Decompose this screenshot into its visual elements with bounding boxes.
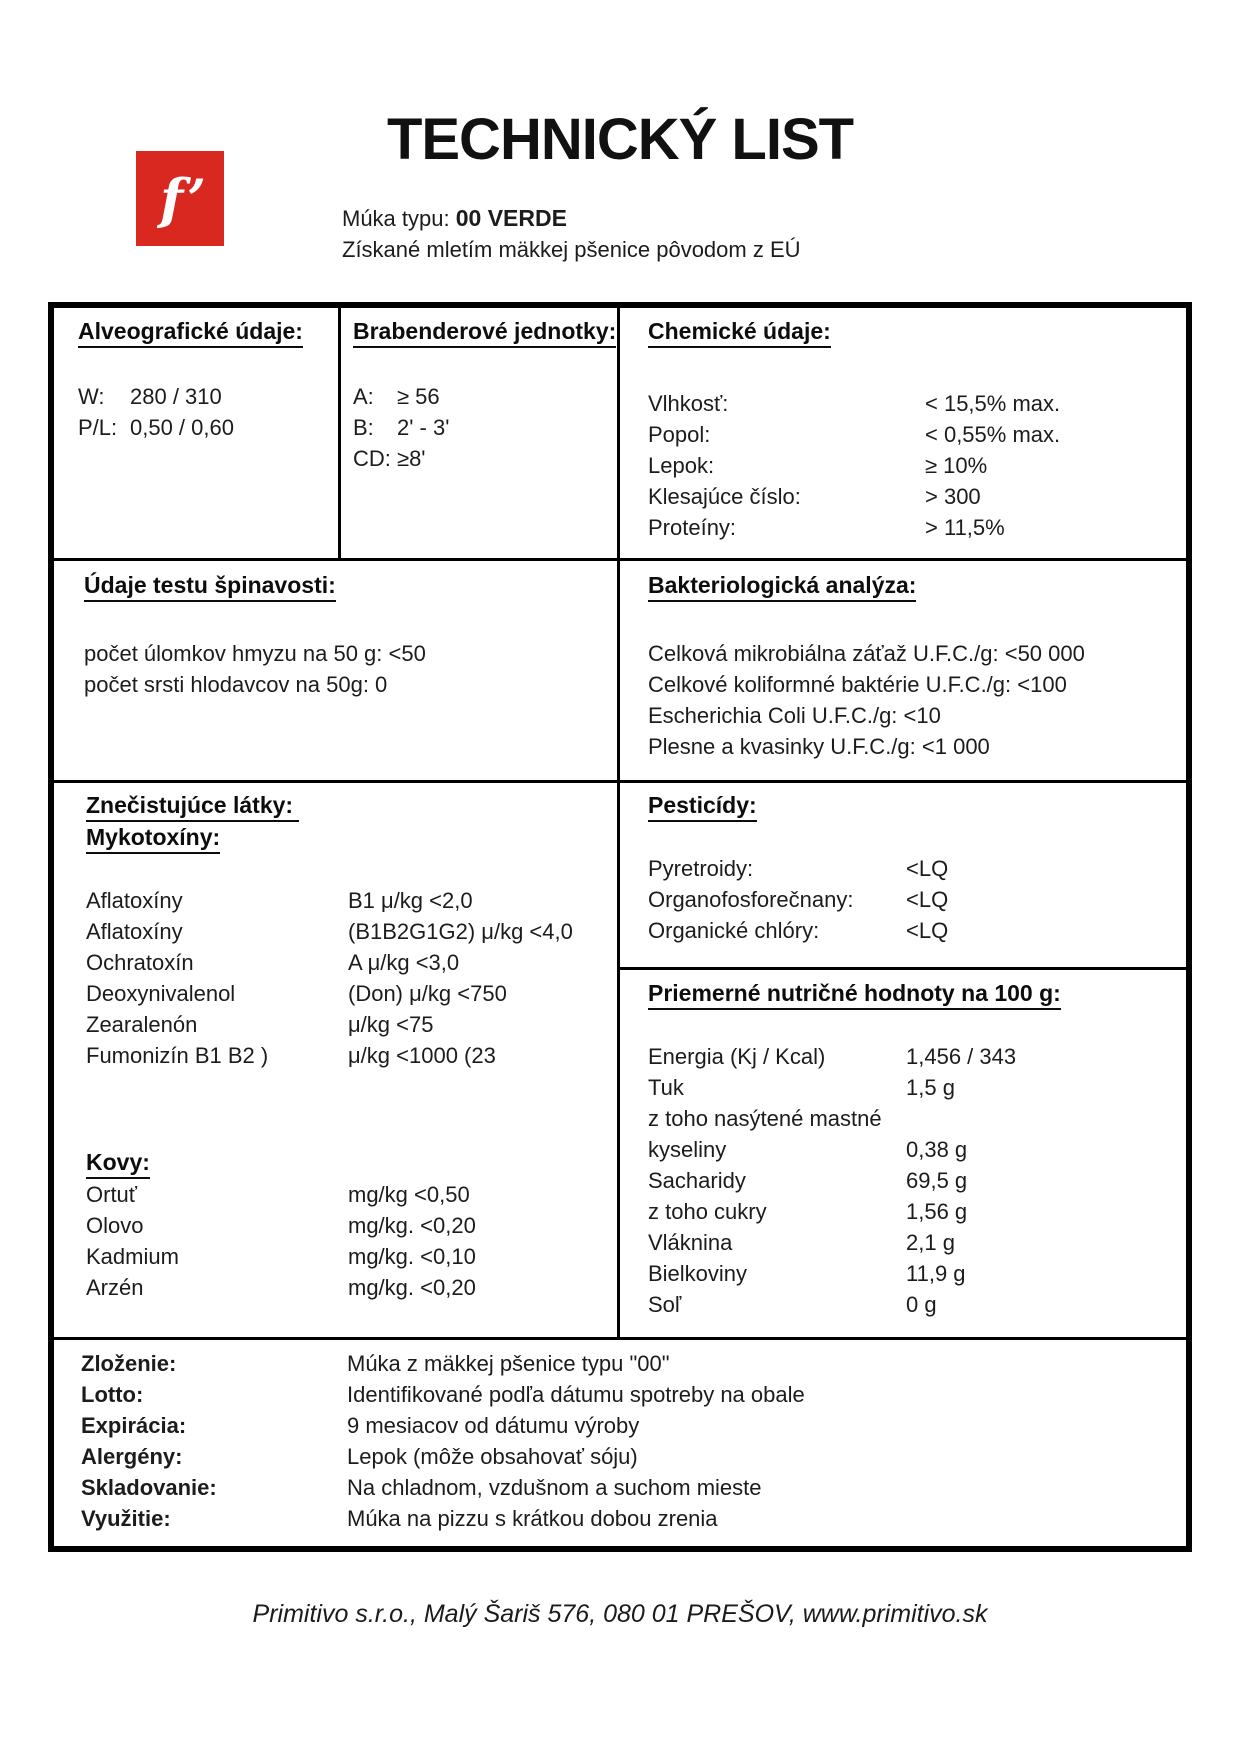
- metal-row-value: mg/kg <0,50: [348, 1182, 470, 1207]
- nutrition-row: [648, 1165, 1186, 1196]
- mycotoxin-row: [86, 1040, 617, 1071]
- alveographic-row-value: 280 / 310: [130, 384, 222, 409]
- nutrition-heading-wrap: [648, 978, 1186, 1010]
- metal-row: [86, 1272, 617, 1303]
- flour-type-label: Múka typu:: [342, 206, 456, 231]
- nutrition-row-value: 2,1 g: [906, 1230, 955, 1255]
- brabender-row-value: 2' - 3': [397, 415, 450, 440]
- chemical-row-value: < 0,55% max.: [925, 422, 1061, 447]
- metal-row: [86, 1241, 617, 1272]
- product-info-row: [81, 1441, 1186, 1472]
- product-info-label: Expirácia:: [81, 1413, 187, 1438]
- pesticide-row-label: Organofosforečnany:: [648, 887, 854, 912]
- nutrition-row-label: Energia (Kj / Kcal): [648, 1044, 826, 1069]
- nutrition-row: [648, 1227, 1186, 1258]
- nutrition-row-label: z toho cukry: [648, 1199, 767, 1224]
- bacteriological-heading-wrap: [648, 570, 1186, 602]
- chemical-row-label: Lepok:: [648, 453, 715, 478]
- dirt-test-heading-wrap: [84, 570, 617, 602]
- product-info-value: 9 mesiacov od dátumu výroby: [347, 1413, 640, 1438]
- metals-heading: Kovy:: [86, 1148, 150, 1179]
- chemical-row-value: < 15,5% max.: [925, 391, 1061, 416]
- page-title: TECHNICKÝ LIST: [386, 107, 854, 172]
- metal-row-value: mg/kg. <0,20: [348, 1275, 476, 1300]
- product-info-value: Identifikované podľa dátumu spotreby na obale: [347, 1382, 805, 1407]
- product-info-row: [81, 1503, 1186, 1534]
- mycotoxin-row-value: (Don) μ/kg <750: [348, 981, 507, 1006]
- brabender-row: [353, 443, 617, 474]
- dirt-test-line: počet srsti hlodavcov na 50g: 0: [84, 672, 388, 697]
- product-info-label: Využitie:: [81, 1506, 171, 1531]
- nutrition-row-label: Tuk: [648, 1075, 684, 1100]
- nutrition-row-value: 69,5 g: [906, 1168, 968, 1193]
- section-product-info: [54, 1340, 1186, 1546]
- nutrition-row-label: z toho nasýtené mastné: [648, 1106, 882, 1131]
- brabender-row: [353, 412, 617, 443]
- brabender-heading-wrap: [353, 316, 617, 348]
- flour-type-line: [342, 203, 801, 234]
- chemical-row-label: Proteíny:: [648, 515, 737, 540]
- bacteriological-line: Celkové koliformné baktérie U.F.C./g: <100: [648, 672, 1067, 697]
- metal-row-value: mg/kg. <0,10: [348, 1244, 476, 1269]
- product-info-value: Lepok (môže obsahovať sóju): [347, 1444, 638, 1469]
- nutrition-row-value: 0,38 g: [906, 1137, 968, 1162]
- chemical-heading-wrap: [648, 316, 1186, 348]
- contaminants-heading-wrap: [86, 790, 617, 822]
- mycotoxin-row: [86, 1009, 617, 1040]
- mycotoxin-row: [86, 916, 617, 947]
- chemical-row: [648, 419, 1186, 450]
- logo-f-icon: f’: [159, 166, 206, 231]
- product-info-row: [81, 1410, 1186, 1441]
- mycotoxin-row-value: μ/kg <75: [348, 1012, 434, 1037]
- section-chemical: [620, 308, 1186, 558]
- product-info-label: Lotto:: [81, 1382, 144, 1407]
- chemical-row-label: Klesajúce číslo:: [648, 484, 801, 509]
- dirt-test-line: počet úlomkov hmyzu na 50 g: <50: [84, 641, 426, 666]
- metal-row-value: mg/kg. <0,20: [348, 1213, 476, 1238]
- brabender-row-label: A:: [353, 384, 374, 409]
- alveographic-row-label: W:: [78, 384, 105, 409]
- metal-row-label: Olovo: [86, 1213, 144, 1238]
- alveographic-row-value: 0,50 / 0,60: [130, 415, 234, 440]
- mycotoxin-row-label: Aflatoxíny: [86, 919, 183, 944]
- nutrition-row: [648, 1072, 1186, 1103]
- nutrition-row-value: 1,56 g: [906, 1199, 968, 1224]
- brabender-row-value: ≥ 56: [397, 384, 440, 409]
- product-info-label: Zloženie:: [81, 1351, 177, 1376]
- mycotoxin-row-label: Deoxynivalenol: [86, 981, 236, 1006]
- chemical-row-value: > 11,5%: [925, 515, 1005, 540]
- nutrition-heading: Priemerné nutričné hodnoty na 100 g:: [648, 979, 1061, 1010]
- data-sheet-table: [48, 302, 1192, 1552]
- alveographic-row: [78, 381, 338, 412]
- product-info-value: Múka z mäkkej pšenice typu "00": [347, 1351, 670, 1376]
- mycotoxin-row: [86, 978, 617, 1009]
- mycotoxin-row-label: Ochratoxín: [86, 950, 194, 975]
- mycotoxin-row-value: B1 μ/kg <2,0: [348, 888, 473, 913]
- nutrition-row-label: Bielkoviny: [648, 1261, 748, 1286]
- chemical-row: [648, 512, 1186, 543]
- mycotoxin-row-value: μ/kg <1000 (23: [348, 1043, 496, 1068]
- chemical-row-value: ≥ 10%: [925, 453, 988, 478]
- alveographic-row-label: P/L:: [78, 415, 118, 440]
- company-footer: Primitivo s.r.o., Malý Šariš 576, 080 01 PREŠOV, www.primitivo.sk: [252, 1600, 988, 1628]
- pesticide-row-label: Organické chlóry:: [648, 918, 820, 943]
- nutrition-row: [648, 1103, 1186, 1134]
- section-dirt-test: [54, 561, 617, 780]
- product-info-row: [81, 1379, 1186, 1410]
- bacteriological-heading: Bakteriologická analýza:: [648, 571, 916, 602]
- pesticide-row-value: <LQ: [906, 918, 949, 943]
- pesticide-row: [648, 915, 1186, 946]
- flour-type-value: 00 VERDE: [455, 205, 567, 231]
- metal-row-label: Arzén: [86, 1275, 144, 1300]
- nutrition-row-value: 1,456 / 343: [906, 1044, 1017, 1069]
- nutrition-row: [648, 1041, 1186, 1072]
- chemical-row: [648, 481, 1186, 512]
- brabender-row: [353, 381, 617, 412]
- product-info-row: [81, 1348, 1186, 1379]
- mycotoxins-heading-wrap: [86, 822, 617, 854]
- chemical-row-label: Popol:: [648, 422, 711, 447]
- pesticide-row: [648, 884, 1186, 915]
- mycotoxin-row-value: A μ/kg <3,0: [348, 950, 460, 975]
- product-info-value: Na chladnom, vzdušnom a suchom mieste: [347, 1475, 762, 1500]
- bacteriological-line: Plesne a kvasinky U.F.C./g: <1 000: [648, 734, 990, 759]
- nutrition-row-label: Vláknina: [648, 1230, 733, 1255]
- bacteriological-line: Escherichia Coli U.F.C./g: <10: [648, 703, 941, 728]
- brabender-row-label: CD:: [353, 446, 391, 471]
- chemical-row: [648, 450, 1186, 481]
- brabender-row-label: B:: [353, 415, 374, 440]
- mycotoxin-row-label: Zearalenón: [86, 1012, 198, 1037]
- chemical-row-label: Vlhkosť:: [648, 391, 729, 416]
- alveographic-heading-wrap: [78, 316, 338, 348]
- nutrition-row: [648, 1258, 1186, 1289]
- metals-heading-wrap: [86, 1147, 617, 1179]
- section-nutrition: [620, 970, 1186, 1337]
- metal-row: [86, 1210, 617, 1241]
- alveographic-heading: Alveografické údaje:: [78, 317, 303, 348]
- mycotoxin-row: [86, 947, 617, 978]
- nutrition-row-label: kyseliny: [648, 1137, 727, 1162]
- nutrition-row: [648, 1196, 1186, 1227]
- section-brabender: [341, 308, 617, 558]
- nutrition-row-label: Sacharidy: [648, 1168, 746, 1193]
- metal-row-label: Ortuť: [86, 1182, 138, 1207]
- mycotoxin-row-label: Aflatoxíny: [86, 888, 183, 913]
- chemical-row-value: > 300: [925, 484, 981, 509]
- mycotoxin-row: [86, 885, 617, 916]
- product-info-value: Múka na pizzu s krátkou dobou zrenia: [347, 1506, 718, 1531]
- metal-row-label: Kadmium: [86, 1244, 179, 1269]
- nutrition-row-label: Soľ: [648, 1292, 682, 1317]
- pesticide-row-value: <LQ: [906, 887, 949, 912]
- chemical-heading: Chemické údaje:: [648, 317, 831, 348]
- chemical-row: [648, 388, 1186, 419]
- pesticide-row: [648, 853, 1186, 884]
- mycotoxins-heading: Mykotoxíny:: [86, 823, 220, 854]
- product-info-label: Skladovanie:: [81, 1475, 217, 1500]
- nutrition-row-value: 11,9 g: [906, 1261, 966, 1286]
- mycotoxin-row-label: Fumonizín B1 B2 ): [86, 1043, 269, 1068]
- nutrition-row-value: 1,5 g: [906, 1075, 955, 1100]
- origin-line: Získané mletím mäkkej pšenice pôvodom z EÚ: [342, 237, 801, 262]
- nutrition-row-value: 0 g: [906, 1292, 937, 1317]
- section-pesticides: [620, 783, 1186, 967]
- brabender-row-value: ≥8': [397, 446, 426, 471]
- section-contaminants: [54, 783, 617, 1337]
- dirt-test-heading: Údaje testu špinavosti:: [84, 571, 336, 602]
- metal-row: [86, 1179, 617, 1210]
- bacteriological-line: Celková mikrobiálna záťaž U.F.C./g: <50 000: [648, 641, 1085, 666]
- pesticides-heading-wrap: [648, 790, 1186, 822]
- pesticide-row-value: <LQ: [906, 856, 949, 881]
- alveographic-row: [78, 412, 338, 443]
- product-info-row: [81, 1472, 1186, 1503]
- nutrition-row: [648, 1289, 1186, 1320]
- product-info-label: Alergény:: [81, 1444, 183, 1469]
- section-alveographic: [54, 308, 338, 558]
- mycotoxin-row-value: (B1B2G1G2) μ/kg <4,0: [348, 919, 573, 944]
- pesticide-row-label: Pyretroidy:: [648, 856, 754, 881]
- brabender-heading: Brabenderové jednotky:: [353, 317, 616, 348]
- section-bacteriological: [620, 561, 1186, 780]
- header-subtitle-block: [342, 203, 801, 265]
- nutrition-row: [648, 1134, 1186, 1165]
- pesticides-heading: Pesticídy:: [648, 791, 757, 822]
- contaminants-heading: Znečistujúce látky:: [86, 791, 299, 822]
